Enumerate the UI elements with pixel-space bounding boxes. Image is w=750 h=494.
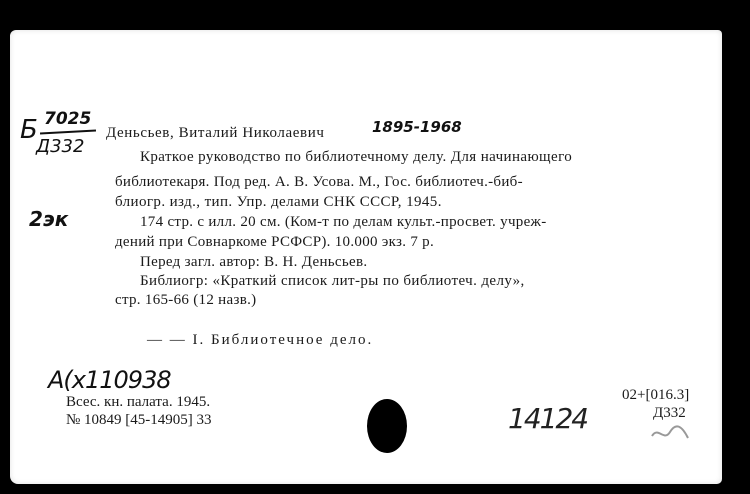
author-code: Д332 <box>653 405 686 421</box>
subject-heading: — — I. Библиотечное дело. <box>147 332 374 348</box>
body-line-6: Перед загл. автор: В. Н. Деньсьев. <box>140 254 368 270</box>
body-line-3: блиогр. изд., тип. Упр. делами СНК СССР, 1945. <box>115 194 442 210</box>
copies-note: 2эк <box>29 207 69 231</box>
call-number-top: 7025 <box>44 109 92 129</box>
call-number-letter: Б <box>20 115 38 145</box>
footer-publisher: Всес. кн. палата. 1945. <box>66 394 211 410</box>
author-heading: Деньсьев, Виталий Николаевич <box>106 125 325 141</box>
catalog-card <box>10 30 722 484</box>
body-line-8: стр. 165-66 (12 назв.) <box>115 292 257 308</box>
classification-index: 02+[016.3] <box>622 387 690 403</box>
call-number-divider <box>40 130 96 135</box>
body-line-5: дений при Совнаркоме РСФСР). 10.000 экз. 7 р. <box>115 234 435 250</box>
author-dates: 1895-1968 <box>372 118 462 136</box>
footer-record-number: № 10849 [45-14905] 33 <box>66 412 212 428</box>
body-line-7: Библиогр: «Краткий список лит-ры по библиотеч. делу», <box>140 273 525 289</box>
stamp-mark: 14124 <box>508 402 588 435</box>
accession-number: А(x110938 <box>48 366 171 394</box>
punch-hole <box>367 399 407 453</box>
faded-stamp-icon <box>650 422 690 444</box>
body-line-4: 174 стр. с илл. 20 см. (Ком-т по делам культ.-просвет. учреж- <box>140 214 547 230</box>
body-line-2: библиотекаря. Под ред. А. В. Усова. М., Гос. библиотеч.-биб- <box>115 174 523 190</box>
body-line-1: Краткое руководство по библиотечному делу. Для начинающего <box>140 149 573 165</box>
call-number-bottom: Д332 <box>36 136 85 157</box>
